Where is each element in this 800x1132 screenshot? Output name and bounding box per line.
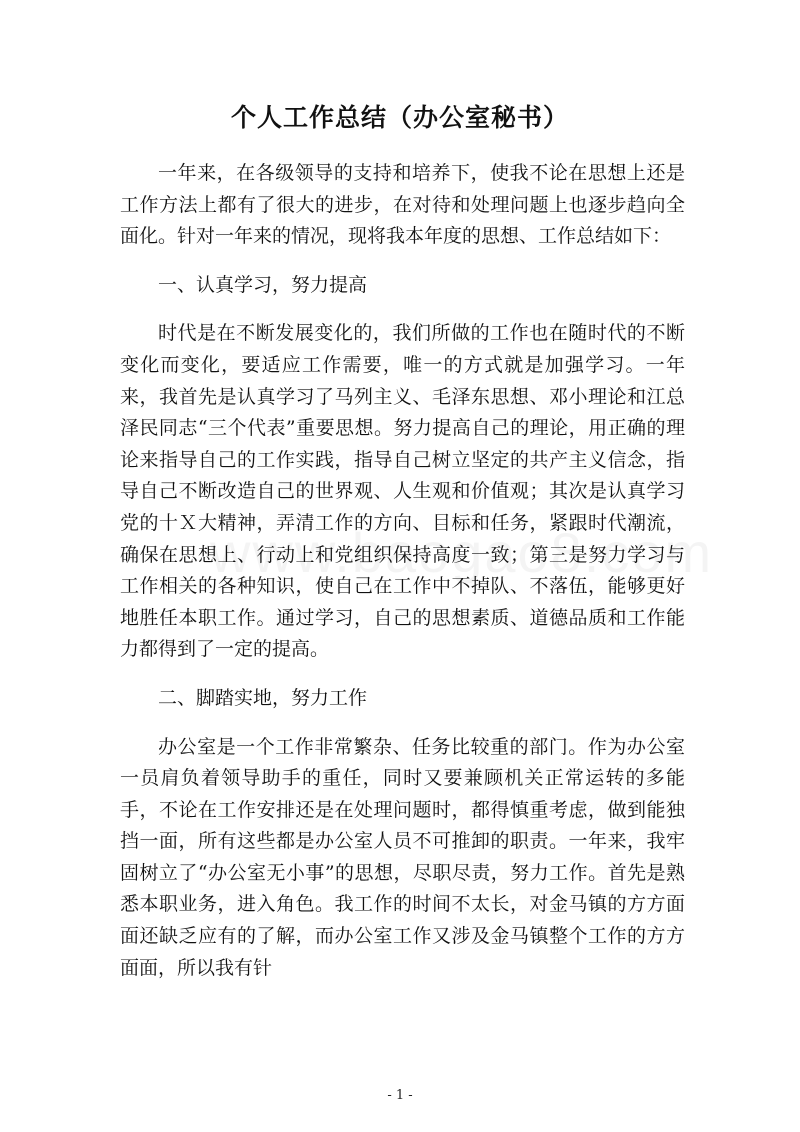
section-paragraph-2: 办公室是一个工作非常繁杂、任务比较重的部门。作为办公室一员肩负着领导助手的重任，同时又要兼顾机关正常运转的多能手，不论在工作安排还是在处理问题时，都得慎重考虑，做到能独挡一面，所有这些都是办公室人员不可推卸的职责。一年来，我牢固树立了“办公室无小事”的思想，尽职尽责，努力工作。首先是熟悉本职业务，进入角色。我工作的时间不太长，对金马镇的方方面面还缺乏应有的了解，而办公室工作又涉及金马镇整个工作的方方面面，所以我有针 bbox=[120, 735, 685, 979]
document-title: 个人工作总结（办公室秘书） bbox=[230, 103, 569, 132]
page-number: - 1 - bbox=[387, 1088, 413, 1103]
section-paragraph-1: 时代是在不断发展变化的，我们所做的工作也在随时代的不断变化而变化，要适应工作需要，唯一的方式就是加强学习。一年来，我首先是认真学习了马列主义、毛泽东思想、邓小理论和江总泽民同志“三个代表”重要思想。努力提高自己的理论，用正确的理论来指导自己的工作实践，指导自己树立坚定的共产主义信念，指导自己不断改造自己的世界观、人生观和价值观；其次是认真学习党的十Ｘ大精神，弄清工作的方向、目标和任务，紧跟时代潮流，确保在思想上、行动上和党组织保持高度一致；第三是努力学习与工作相关的各种知识，使自己在工作中不掉队、不落伍，能够更好地胜任本职工作。通过学习，自己的思想素质、道德品质和工作能力都得到了一定的提高。 bbox=[120, 322, 685, 661]
section-heading-1: 一、认真学习，努力提高 bbox=[158, 273, 368, 296]
intro-paragraph: 一年来，在各级领导的支持和培养下，使我不论在思想上还是工作方法上都有了很大的进步，在对待和处理问题上也逐步趋向全面化。针对一年来的情况，现将我本年度的思想、工作总结如下： bbox=[120, 162, 685, 248]
document-body bbox=[120, 158, 685, 984]
section-heading-2: 二、脚踏实地，努力工作 bbox=[158, 686, 368, 709]
